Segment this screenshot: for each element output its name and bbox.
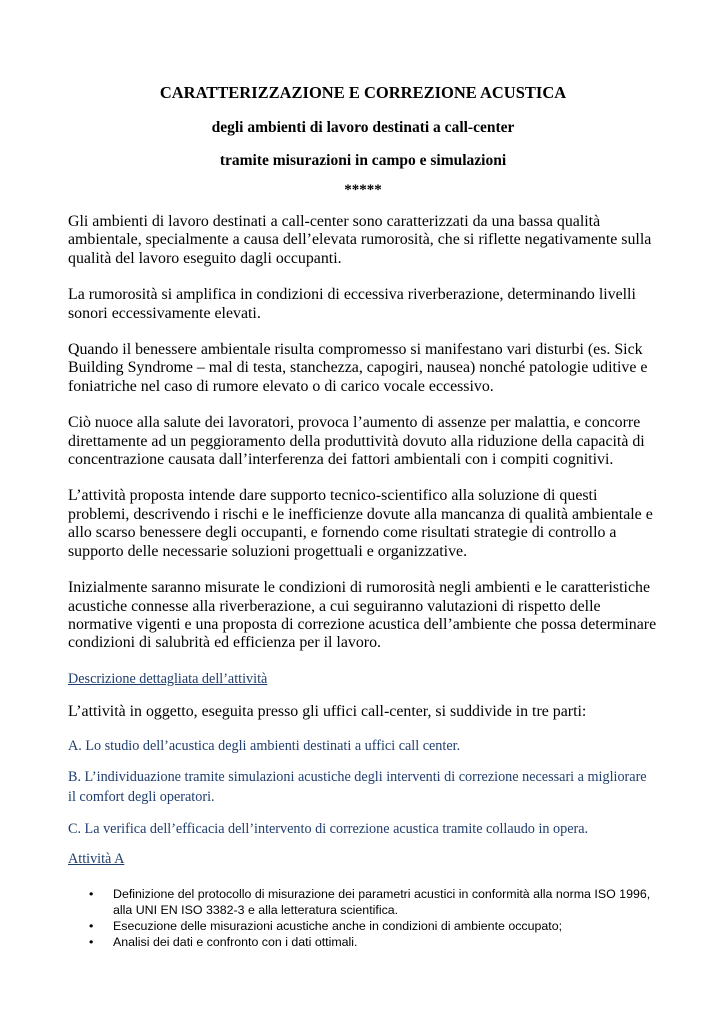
- part-a: A. Lo studio dell’acustica degli ambienti destinati a uffici call center.: [68, 738, 461, 755]
- paragraph-5: L’attività proposta intende dare supporto tecnico-scientifico alla soluzione di questi problemi, descrivendo i rischi e le inefficienze dovute alla mancanza di qualità ambientale e allo scarso benessere degli occupanti, e fornendo come risultati strategie di controllo a supporto delle necessarie soluzioni progettuali e organizzative.: [68, 487, 653, 560]
- activity-a-list: [68, 886, 658, 950]
- list-item: [68, 934, 658, 950]
- list-item-text: Esecuzione delle misurazioni acustiche anche in condizioni di ambiente occupato;: [113, 919, 563, 934]
- document-title: CARATTERIZZAZIONE E CORREZIONE ACUSTICA: [159, 83, 567, 102]
- paragraph-2: La rumorosità si amplifica in condizioni di eccessiva riverberazione, determinando livelli sonori eccessivamente elevati.: [68, 286, 636, 322]
- document-subtitle-1: degli ambienti di lavoro destinati a call-center: [211, 119, 515, 136]
- list-item: [68, 918, 658, 934]
- list-item-text: Analisi dei dati e confronto con i dati ottimali.: [113, 935, 358, 950]
- paragraph-1: Gli ambienti di lavoro destinati a call-center sono caratterizzati da una bassa qualità ambientale, specialmente a causa dell’elevata rumorosità, che si riflette negativamente sulla qualità del lavoro eseguito dagli occupanti.: [68, 213, 652, 267]
- activity-a-heading: Attività A: [68, 851, 125, 868]
- separator: *****: [344, 182, 382, 198]
- document-subtitle-2: tramite misurazioni in campo e simulazioni: [219, 152, 507, 169]
- intro-paragraph: L’attività in oggetto, eseguita presso gli uffici call-center, si suddivide in tre parti:: [68, 702, 587, 720]
- section-heading: Descrizione dettagliata dell’attività: [68, 670, 268, 687]
- paragraph-3: Quando il benessere ambientale risulta compromesso si manifestano vari disturbi (es. Sick Building Syndrome – mal di testa, stanchezza, capogiri, nausea) nonché patologie uditive e foniatriche nel caso di rumore elevato o di carico vocale eccessivo.: [68, 341, 648, 395]
- bullet-icon: •: [89, 935, 94, 950]
- bullet-icon: •: [89, 887, 94, 902]
- list-item-text: Definizione del protocollo di misurazione dei parametri acustici in conformità alla norma ISO 1996, alla UNI EN ISO 3382-3 e alla letteratura scientifica.: [113, 887, 651, 918]
- part-b: B. L’individuazione tramite simulazioni acustiche degli interventi di correzione necessari a migliorare il comfort degli operatori.: [68, 769, 647, 806]
- paragraph-4: Ciò nuoce alla salute dei lavoratori, provoca l’aumento di assenze per malattia, e concorre direttamente ad un peggioramento della produttività dovuto alla riduzione della capacità di concentrazione causata dall’interferenza dei fattori ambientali con i compiti cognitivi.: [68, 414, 645, 469]
- document-page: [68, 82, 658, 950]
- part-c: C. La verifica dell’efficacia dell’intervento di correzione acustica tramite collaudo in opera.: [68, 821, 589, 838]
- list-item: [68, 886, 658, 918]
- bullet-icon: •: [89, 919, 94, 934]
- paragraph-6: Inizialmente saranno misurate le condizioni di rumorosità negli ambienti e le caratteristiche acustiche connesse alla riverberazione, a cui seguiranno valutazioni di rispetto delle normative vigenti e una proposta di correzione acustica dell’ambiente che possa determinare condizioni di salubrità ed efficienza per il lavoro.: [68, 579, 657, 652]
